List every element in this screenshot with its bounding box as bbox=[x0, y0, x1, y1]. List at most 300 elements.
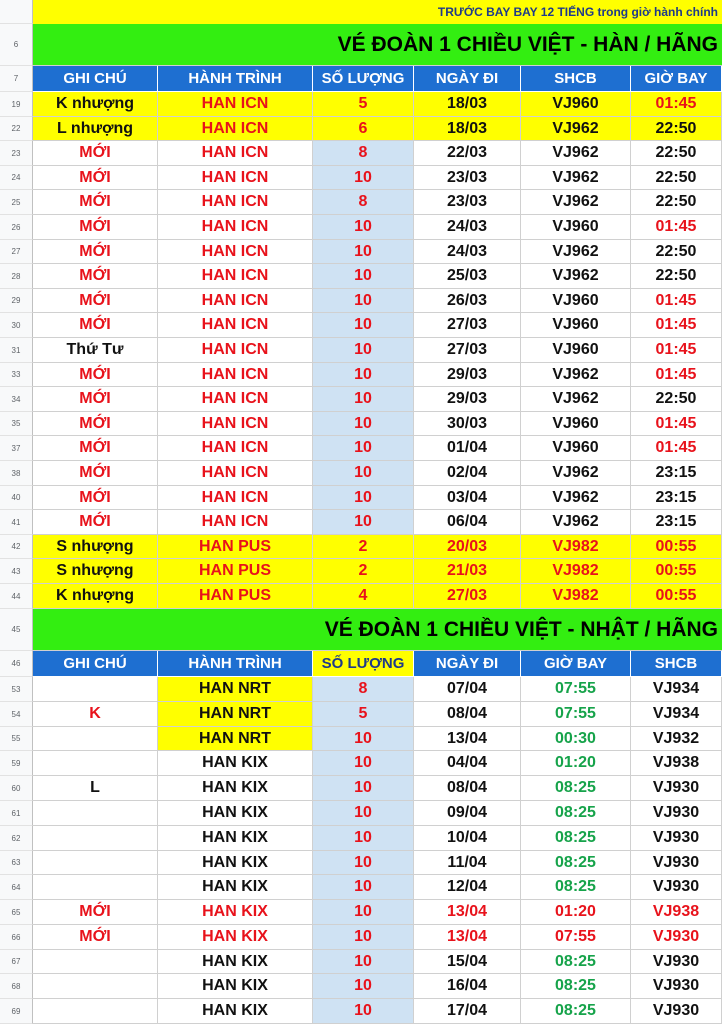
date-cell[interactable]: 29/03 bbox=[414, 363, 521, 387]
flight-code-cell[interactable]: VJ960 bbox=[521, 412, 631, 436]
flight-time-cell[interactable]: 22:50 bbox=[631, 117, 722, 141]
quantity-cell[interactable]: 10 bbox=[313, 801, 414, 826]
quantity-cell[interactable]: 10 bbox=[313, 387, 414, 412]
row-number[interactable]: 64 bbox=[0, 875, 33, 900]
flight-code-cell[interactable]: VJ930 bbox=[631, 999, 722, 1024]
row-number[interactable]: 19 bbox=[0, 92, 33, 117]
row-number[interactable]: 6 bbox=[0, 24, 33, 66]
quantity-cell[interactable]: 5 bbox=[313, 92, 414, 117]
date-cell[interactable]: 07/04 bbox=[414, 677, 521, 702]
flight-time-cell[interactable]: 07:55 bbox=[521, 702, 631, 727]
note-cell[interactable]: L nhượng bbox=[33, 117, 158, 141]
quantity-cell[interactable]: 10 bbox=[313, 925, 414, 950]
route-cell[interactable]: HAN ICN bbox=[158, 289, 313, 313]
route-cell[interactable]: HAN KIX bbox=[158, 974, 313, 999]
route-cell[interactable]: HAN KIX bbox=[158, 851, 313, 875]
table-row bbox=[0, 900, 722, 925]
table-row bbox=[0, 92, 722, 117]
flight-code-cell[interactable]: VJ960 bbox=[521, 436, 631, 461]
flight-time-cell[interactable]: 01:45 bbox=[631, 313, 722, 338]
column-header[interactable]: HÀNH TRÌNH bbox=[158, 66, 313, 92]
route-cell[interactable]: HAN ICN bbox=[158, 240, 313, 264]
note-cell[interactable]: L bbox=[33, 776, 158, 801]
route-cell[interactable]: HAN NRT bbox=[158, 702, 313, 727]
route-cell[interactable]: HAN ICN bbox=[158, 338, 313, 363]
flight-time-cell[interactable]: 01:45 bbox=[631, 436, 722, 461]
date-cell[interactable]: 27/03 bbox=[414, 584, 521, 609]
row-number[interactable]: 53 bbox=[0, 677, 33, 702]
table-row bbox=[0, 999, 722, 1024]
table-row bbox=[0, 851, 722, 875]
route-cell[interactable]: HAN ICN bbox=[158, 313, 313, 338]
flight-code-cell[interactable]: VJ930 bbox=[631, 974, 722, 999]
quantity-cell[interactable]: 10 bbox=[313, 751, 414, 776]
flight-time-cell[interactable]: 22:50 bbox=[631, 141, 722, 166]
quantity-cell[interactable]: 10 bbox=[313, 240, 414, 264]
note-cell[interactable]: MỚI bbox=[33, 900, 158, 925]
quantity-cell[interactable]: 10 bbox=[313, 338, 414, 363]
quantity-cell[interactable]: 8 bbox=[313, 141, 414, 166]
route-cell[interactable]: HAN KIX bbox=[158, 875, 313, 900]
note-cell[interactable]: S nhượng bbox=[33, 559, 158, 584]
flight-time-cell[interactable]: 22:50 bbox=[631, 387, 722, 412]
note-cell[interactable]: MỚI bbox=[33, 925, 158, 950]
row-number[interactable]: 62 bbox=[0, 826, 33, 851]
quantity-cell[interactable]: 10 bbox=[313, 486, 414, 510]
quantity-cell[interactable]: 8 bbox=[313, 677, 414, 702]
row-number[interactable]: 69 bbox=[0, 999, 33, 1024]
flight-code-cell[interactable]: VJ938 bbox=[631, 751, 722, 776]
quantity-cell[interactable]: 10 bbox=[313, 851, 414, 875]
table-row bbox=[0, 412, 722, 436]
column-header[interactable]: GHI CHÚ bbox=[33, 66, 158, 92]
quantity-cell[interactable]: 10 bbox=[313, 363, 414, 387]
date-cell[interactable]: 08/04 bbox=[414, 776, 521, 801]
quantity-cell[interactable]: 10 bbox=[313, 727, 414, 751]
row-number[interactable]: 65 bbox=[0, 900, 33, 925]
date-cell[interactable]: 13/04 bbox=[414, 925, 521, 950]
row-number[interactable]: 46 bbox=[0, 651, 33, 677]
note-cell[interactable]: Thứ Tư bbox=[33, 338, 158, 363]
route-cell[interactable]: HAN NRT bbox=[158, 677, 313, 702]
note-cell[interactable]: MỚI bbox=[33, 387, 158, 412]
date-cell[interactable]: 20/03 bbox=[414, 535, 521, 559]
date-cell[interactable]: 16/04 bbox=[414, 974, 521, 999]
note-cell[interactable] bbox=[33, 727, 158, 751]
route-cell[interactable]: HAN ICN bbox=[158, 215, 313, 240]
flight-code-cell[interactable]: VJ960 bbox=[521, 215, 631, 240]
flight-time-cell[interactable]: 07:55 bbox=[521, 925, 631, 950]
quantity-cell[interactable]: 4 bbox=[313, 584, 414, 609]
flight-time-cell[interactable]: 22:50 bbox=[631, 264, 722, 289]
date-cell[interactable]: 29/03 bbox=[414, 387, 521, 412]
date-cell[interactable]: 12/04 bbox=[414, 875, 521, 900]
row-number[interactable]: 59 bbox=[0, 751, 33, 776]
table-row bbox=[0, 925, 722, 950]
route-cell[interactable]: HAN ICN bbox=[158, 92, 313, 117]
route-cell[interactable]: HAN ICN bbox=[158, 117, 313, 141]
flight-time-cell[interactable]: 00:30 bbox=[521, 727, 631, 751]
quantity-cell[interactable]: 10 bbox=[313, 826, 414, 851]
date-cell[interactable]: 24/03 bbox=[414, 215, 521, 240]
row-number[interactable]: 27 bbox=[0, 240, 33, 264]
flight-time-cell[interactable]: 08:25 bbox=[521, 801, 631, 826]
quantity-cell[interactable]: 10 bbox=[313, 461, 414, 486]
row-number[interactable]: 54 bbox=[0, 702, 33, 727]
table-row bbox=[0, 264, 722, 289]
flight-code-cell[interactable]: VJ960 bbox=[521, 92, 631, 117]
note-cell[interactable] bbox=[33, 875, 158, 900]
quantity-cell[interactable]: 10 bbox=[313, 875, 414, 900]
route-cell[interactable]: HAN KIX bbox=[158, 999, 313, 1024]
date-cell[interactable]: 27/03 bbox=[414, 338, 521, 363]
route-cell[interactable]: HAN KIX bbox=[158, 900, 313, 925]
flight-code-cell[interactable]: VJ960 bbox=[521, 289, 631, 313]
flight-code-cell[interactable]: VJ930 bbox=[631, 950, 722, 974]
route-cell[interactable]: HAN ICN bbox=[158, 412, 313, 436]
note-cell[interactable]: MỚI bbox=[33, 461, 158, 486]
row-number[interactable]: 7 bbox=[0, 66, 33, 92]
table-row bbox=[0, 875, 722, 900]
date-cell[interactable]: 08/04 bbox=[414, 702, 521, 727]
flight-code-cell[interactable]: VJ930 bbox=[631, 851, 722, 875]
note-cell[interactable]: MỚI bbox=[33, 264, 158, 289]
route-cell[interactable]: HAN ICN bbox=[158, 190, 313, 215]
table-row bbox=[0, 702, 722, 727]
table-row bbox=[0, 776, 722, 801]
flight-time-cell[interactable]: 01:45 bbox=[631, 289, 722, 313]
top-note[interactable]: TRƯỚC BAY BAY 12 TIẾNG trong giờ hành chính bbox=[33, 0, 722, 24]
table-row bbox=[0, 289, 722, 313]
flight-time-cell[interactable]: 01:45 bbox=[631, 363, 722, 387]
flight-code-cell[interactable]: VJ938 bbox=[631, 900, 722, 925]
flight-code-cell[interactable]: VJ962 bbox=[521, 264, 631, 289]
flight-code-cell[interactable]: VJ934 bbox=[631, 677, 722, 702]
flight-code-cell[interactable]: VJ932 bbox=[631, 727, 722, 751]
quantity-cell[interactable]: 10 bbox=[313, 264, 414, 289]
table-row bbox=[0, 363, 722, 387]
row-number[interactable]: 23 bbox=[0, 141, 33, 166]
date-cell[interactable]: 27/03 bbox=[414, 313, 521, 338]
route-cell[interactable]: HAN ICN bbox=[158, 387, 313, 412]
flight-time-cell[interactable]: 08:25 bbox=[521, 999, 631, 1024]
note-cell[interactable] bbox=[33, 826, 158, 851]
date-cell[interactable]: 17/04 bbox=[414, 999, 521, 1024]
quantity-cell[interactable]: 2 bbox=[313, 559, 414, 584]
row-number[interactable]: 67 bbox=[0, 950, 33, 974]
quantity-cell[interactable]: 10 bbox=[313, 313, 414, 338]
table-row bbox=[0, 559, 722, 584]
flight-time-cell[interactable]: 00:55 bbox=[631, 559, 722, 584]
row-number[interactable] bbox=[0, 0, 33, 24]
date-cell[interactable]: 22/03 bbox=[414, 141, 521, 166]
flight-code-cell[interactable]: VJ962 bbox=[521, 240, 631, 264]
quantity-cell[interactable]: 10 bbox=[313, 974, 414, 999]
table-row bbox=[0, 510, 722, 535]
row-number[interactable]: 25 bbox=[0, 190, 33, 215]
date-cell[interactable]: 11/04 bbox=[414, 851, 521, 875]
column-header[interactable]: HÀNH TRÌNH bbox=[158, 651, 313, 677]
date-cell[interactable]: 18/03 bbox=[414, 92, 521, 117]
note-cell[interactable]: MỚI bbox=[33, 141, 158, 166]
route-cell[interactable]: HAN PUS bbox=[158, 559, 313, 584]
table-row bbox=[0, 751, 722, 776]
column-header[interactable]: SHCB bbox=[631, 651, 722, 677]
row-number[interactable]: 28 bbox=[0, 264, 33, 289]
row-number[interactable]: 22 bbox=[0, 117, 33, 141]
flight-time-cell[interactable]: 08:25 bbox=[521, 826, 631, 851]
note-cell[interactable]: MỚI bbox=[33, 166, 158, 190]
quantity-cell[interactable]: 5 bbox=[313, 702, 414, 727]
japan-section-title[interactable]: VÉ ĐOÀN 1 CHIỀU VIỆT - NHẬT / HÃNG bbox=[33, 609, 722, 651]
japan-title-row bbox=[0, 609, 722, 651]
row-number[interactable]: 30 bbox=[0, 313, 33, 338]
date-cell[interactable]: 23/03 bbox=[414, 190, 521, 215]
date-cell[interactable]: 25/03 bbox=[414, 264, 521, 289]
date-cell[interactable]: 18/03 bbox=[414, 117, 521, 141]
date-cell[interactable]: 26/03 bbox=[414, 289, 521, 313]
route-cell[interactable]: HAN PUS bbox=[158, 535, 313, 559]
flight-code-cell[interactable]: VJ962 bbox=[521, 117, 631, 141]
date-cell[interactable]: 10/04 bbox=[414, 826, 521, 851]
route-cell[interactable]: HAN KIX bbox=[158, 776, 313, 801]
date-cell[interactable]: 21/03 bbox=[414, 559, 521, 584]
route-cell[interactable]: HAN NRT bbox=[158, 727, 313, 751]
row-number[interactable]: 61 bbox=[0, 801, 33, 826]
quantity-cell[interactable]: 10 bbox=[313, 950, 414, 974]
flight-code-cell[interactable]: VJ962 bbox=[521, 510, 631, 535]
route-cell[interactable]: HAN KIX bbox=[158, 751, 313, 776]
note-cell[interactable]: MỚI bbox=[33, 215, 158, 240]
flight-code-cell[interactable]: VJ960 bbox=[521, 338, 631, 363]
date-cell[interactable]: 09/04 bbox=[414, 801, 521, 826]
row-number[interactable]: 55 bbox=[0, 727, 33, 751]
row-number[interactable]: 40 bbox=[0, 486, 33, 510]
flight-time-cell[interactable]: 08:25 bbox=[521, 851, 631, 875]
note-cell[interactable]: S nhượng bbox=[33, 535, 158, 559]
flight-time-cell[interactable]: 00:55 bbox=[631, 535, 722, 559]
row-number[interactable]: 33 bbox=[0, 363, 33, 387]
table-row bbox=[0, 535, 722, 559]
flight-code-cell[interactable]: VJ960 bbox=[521, 313, 631, 338]
date-cell[interactable]: 02/04 bbox=[414, 461, 521, 486]
table-row bbox=[0, 461, 722, 486]
note-cell[interactable] bbox=[33, 801, 158, 826]
route-cell[interactable]: HAN ICN bbox=[158, 264, 313, 289]
column-header[interactable]: SỐ LƯỢNG bbox=[313, 66, 414, 92]
flight-code-cell[interactable]: VJ962 bbox=[521, 141, 631, 166]
note-cell[interactable]: K bbox=[33, 702, 158, 727]
flight-time-cell[interactable]: 22:50 bbox=[631, 166, 722, 190]
quantity-cell[interactable]: 8 bbox=[313, 190, 414, 215]
row-number[interactable]: 66 bbox=[0, 925, 33, 950]
row-number[interactable]: 68 bbox=[0, 974, 33, 999]
flight-time-cell[interactable]: 23:15 bbox=[631, 486, 722, 510]
column-header[interactable]: SỐ LƯỢNG bbox=[313, 651, 414, 677]
flight-time-cell[interactable]: 08:25 bbox=[521, 776, 631, 801]
flight-code-cell[interactable]: VJ930 bbox=[631, 776, 722, 801]
route-cell[interactable]: HAN ICN bbox=[158, 141, 313, 166]
quantity-cell[interactable]: 10 bbox=[313, 999, 414, 1024]
table-row bbox=[0, 240, 722, 264]
quantity-cell[interactable]: 10 bbox=[313, 776, 414, 801]
flight-time-cell[interactable]: 08:25 bbox=[521, 974, 631, 999]
flight-code-cell[interactable]: VJ982 bbox=[521, 535, 631, 559]
table-row bbox=[0, 584, 722, 609]
flight-time-cell[interactable]: 08:25 bbox=[521, 950, 631, 974]
table-row bbox=[0, 486, 722, 510]
table-row bbox=[0, 313, 722, 338]
route-cell[interactable]: HAN ICN bbox=[158, 436, 313, 461]
row-number[interactable]: 24 bbox=[0, 166, 33, 190]
note-cell[interactable]: MỚI bbox=[33, 510, 158, 535]
row-number[interactable]: 31 bbox=[0, 338, 33, 363]
flight-time-cell[interactable]: 01:45 bbox=[631, 92, 722, 117]
quantity-cell[interactable]: 10 bbox=[313, 900, 414, 925]
date-cell[interactable]: 13/04 bbox=[414, 900, 521, 925]
note-cell[interactable]: K nhượng bbox=[33, 92, 158, 117]
table-row bbox=[0, 727, 722, 751]
table-row bbox=[0, 338, 722, 363]
table-row bbox=[0, 117, 722, 141]
flight-time-cell[interactable]: 01:20 bbox=[521, 751, 631, 776]
table-row bbox=[0, 166, 722, 190]
note-cell[interactable] bbox=[33, 950, 158, 974]
note-cell[interactable]: MỚI bbox=[33, 313, 158, 338]
route-cell[interactable]: HAN ICN bbox=[158, 486, 313, 510]
top-note-row bbox=[0, 0, 722, 24]
flight-code-cell[interactable]: VJ930 bbox=[631, 925, 722, 950]
row-number[interactable]: 45 bbox=[0, 609, 33, 651]
quantity-cell[interactable]: 10 bbox=[313, 289, 414, 313]
quantity-cell[interactable]: 10 bbox=[313, 436, 414, 461]
note-cell[interactable]: MỚI bbox=[33, 436, 158, 461]
row-number[interactable]: 44 bbox=[0, 584, 33, 609]
flight-time-cell[interactable]: 22:50 bbox=[631, 190, 722, 215]
route-cell[interactable]: HAN ICN bbox=[158, 510, 313, 535]
note-cell[interactable]: K nhượng bbox=[33, 584, 158, 609]
korea-section-title[interactable]: VÉ ĐOÀN 1 CHIỀU VIỆT - HÀN / HÃNG bbox=[33, 24, 722, 66]
table-row bbox=[0, 215, 722, 240]
date-cell[interactable]: 24/03 bbox=[414, 240, 521, 264]
route-cell[interactable]: HAN KIX bbox=[158, 801, 313, 826]
note-cell[interactable] bbox=[33, 974, 158, 999]
flight-code-cell[interactable]: VJ962 bbox=[521, 486, 631, 510]
row-number[interactable]: 60 bbox=[0, 776, 33, 801]
column-header[interactable]: NGÀY ĐI bbox=[414, 651, 521, 677]
date-cell[interactable]: 03/04 bbox=[414, 486, 521, 510]
row-number[interactable]: 43 bbox=[0, 559, 33, 584]
note-cell[interactable] bbox=[33, 851, 158, 875]
note-cell[interactable]: MỚI bbox=[33, 363, 158, 387]
row-number[interactable]: 42 bbox=[0, 535, 33, 559]
quantity-cell[interactable]: 10 bbox=[313, 412, 414, 436]
flight-time-cell[interactable]: 01:45 bbox=[631, 412, 722, 436]
column-header[interactable]: GHI CHÚ bbox=[33, 651, 158, 677]
flight-code-cell[interactable]: VJ962 bbox=[521, 461, 631, 486]
flight-code-cell[interactable]: VJ930 bbox=[631, 875, 722, 900]
table-row bbox=[0, 387, 722, 412]
note-cell[interactable]: MỚI bbox=[33, 486, 158, 510]
note-cell[interactable] bbox=[33, 751, 158, 776]
flight-time-cell[interactable]: 23:15 bbox=[631, 461, 722, 486]
route-cell[interactable]: HAN ICN bbox=[158, 363, 313, 387]
flight-code-cell[interactable]: VJ962 bbox=[521, 166, 631, 190]
flight-time-cell[interactable]: 22:50 bbox=[631, 240, 722, 264]
row-number[interactable]: 26 bbox=[0, 215, 33, 240]
flight-code-cell[interactable]: VJ934 bbox=[631, 702, 722, 727]
column-header[interactable]: GIỜ BAY bbox=[521, 651, 631, 677]
table-row bbox=[0, 141, 722, 166]
quantity-cell[interactable]: 10 bbox=[313, 510, 414, 535]
date-cell[interactable]: 15/04 bbox=[414, 950, 521, 974]
row-number[interactable]: 29 bbox=[0, 289, 33, 313]
flight-time-cell[interactable]: 08:25 bbox=[521, 875, 631, 900]
column-header[interactable]: NGÀY ĐI bbox=[414, 66, 521, 92]
flight-time-cell[interactable]: 07:55 bbox=[521, 677, 631, 702]
date-cell[interactable]: 04/04 bbox=[414, 751, 521, 776]
note-cell[interactable] bbox=[33, 999, 158, 1024]
table-row bbox=[0, 974, 722, 999]
note-cell[interactable]: MỚI bbox=[33, 289, 158, 313]
quantity-cell[interactable]: 6 bbox=[313, 117, 414, 141]
route-cell[interactable]: HAN PUS bbox=[158, 584, 313, 609]
route-cell[interactable]: HAN KIX bbox=[158, 950, 313, 974]
flight-time-cell[interactable]: 00:55 bbox=[631, 584, 722, 609]
flight-time-cell[interactable]: 01:45 bbox=[631, 338, 722, 363]
row-number[interactable]: 35 bbox=[0, 412, 33, 436]
row-number[interactable]: 63 bbox=[0, 851, 33, 875]
note-cell[interactable] bbox=[33, 677, 158, 702]
column-header[interactable]: GIỜ BAY bbox=[631, 66, 722, 92]
flight-code-cell[interactable]: VJ962 bbox=[521, 190, 631, 215]
date-cell[interactable]: 30/03 bbox=[414, 412, 521, 436]
note-cell[interactable]: MỚI bbox=[33, 190, 158, 215]
table-row bbox=[0, 436, 722, 461]
flight-code-cell[interactable]: VJ962 bbox=[521, 387, 631, 412]
column-header[interactable]: SHCB bbox=[521, 66, 631, 92]
row-number[interactable]: 37 bbox=[0, 436, 33, 461]
table-row bbox=[0, 677, 722, 702]
flight-time-cell[interactable]: 01:20 bbox=[521, 900, 631, 925]
flight-code-cell[interactable]: VJ982 bbox=[521, 559, 631, 584]
note-cell[interactable]: MỚI bbox=[33, 412, 158, 436]
route-cell[interactable]: HAN KIX bbox=[158, 826, 313, 851]
flight-time-cell[interactable]: 01:45 bbox=[631, 215, 722, 240]
route-cell[interactable]: HAN ICN bbox=[158, 461, 313, 486]
flight-code-cell[interactable]: VJ930 bbox=[631, 801, 722, 826]
quantity-cell[interactable]: 10 bbox=[313, 215, 414, 240]
row-number[interactable]: 41 bbox=[0, 510, 33, 535]
quantity-cell[interactable]: 2 bbox=[313, 535, 414, 559]
note-cell[interactable]: MỚI bbox=[33, 240, 158, 264]
flight-code-cell[interactable]: VJ930 bbox=[631, 826, 722, 851]
date-cell[interactable]: 01/04 bbox=[414, 436, 521, 461]
date-cell[interactable]: 06/04 bbox=[414, 510, 521, 535]
flight-time-cell[interactable]: 23:15 bbox=[631, 510, 722, 535]
row-number[interactable]: 38 bbox=[0, 461, 33, 486]
flight-code-cell[interactable]: VJ982 bbox=[521, 584, 631, 609]
row-number[interactable]: 34 bbox=[0, 387, 33, 412]
date-cell[interactable]: 23/03 bbox=[414, 166, 521, 190]
route-cell[interactable]: HAN ICN bbox=[158, 166, 313, 190]
table-row bbox=[0, 801, 722, 826]
table-row bbox=[0, 950, 722, 974]
quantity-cell[interactable]: 10 bbox=[313, 166, 414, 190]
flight-code-cell[interactable]: VJ962 bbox=[521, 363, 631, 387]
route-cell[interactable]: HAN KIX bbox=[158, 925, 313, 950]
date-cell[interactable]: 13/04 bbox=[414, 727, 521, 751]
